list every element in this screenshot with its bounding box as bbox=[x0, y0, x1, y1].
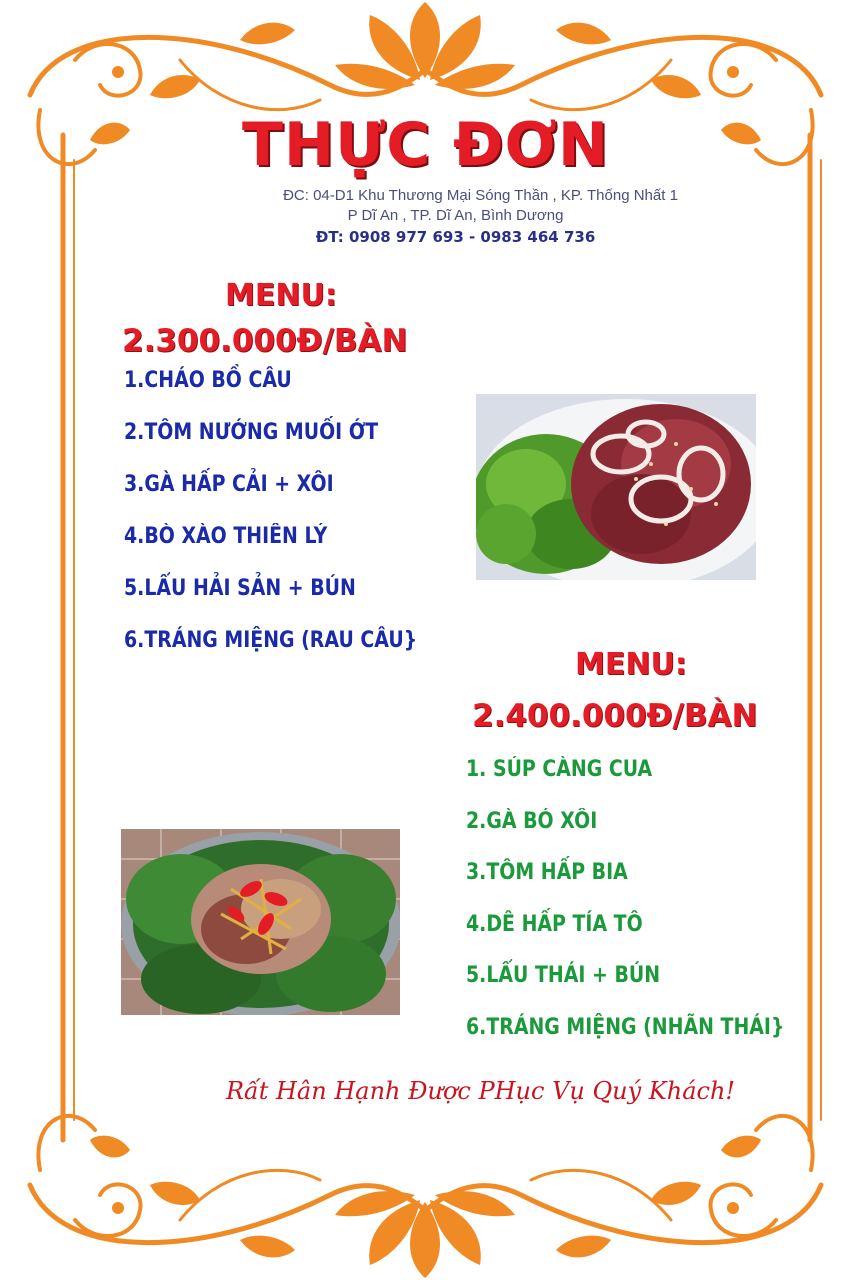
page-title: THỰC ĐƠN bbox=[241, 110, 610, 180]
list-item: 2.GÀ BÓ XÔI bbox=[466, 808, 598, 834]
list-item: 4.BÒ XÀO THIÊN LÝ bbox=[124, 524, 328, 549]
list-item: 5.LẨU HẢI SẢN + BÚN bbox=[124, 576, 356, 601]
footer-greeting: Rất Hân Hạnh Được PHục Vụ Quý Khách! bbox=[225, 1077, 736, 1105]
address-line-2: P Dĩ An , TP. Dĩ An, Bình Dương bbox=[347, 207, 564, 224]
list-item: 2.TÔM NƯỚNG MUỐI ỚT bbox=[124, 420, 379, 445]
menu1-price: 2.300.000Đ/BÀN bbox=[122, 323, 408, 359]
address-line-1: ĐC: 04-D1 Khu Thương Mại Sóng Thần , KP. Thống Nhất 1 bbox=[283, 187, 678, 204]
list-item: 5.LẨU THÁI + BÚN bbox=[466, 963, 661, 988]
list-item: 6.TRÁNG MIỆNG (RAU CÂU} bbox=[124, 628, 418, 653]
menu2-items bbox=[466, 757, 836, 1066]
dish-photo-goat-perilla bbox=[121, 829, 400, 1015]
list-item: 3.GÀ HẤP CẢI + XÔI bbox=[124, 472, 334, 497]
phone-numbers: ĐT: 0908 977 693 - 0983 464 736 bbox=[315, 228, 596, 246]
list-item: 3.TÔM HẤP BIA bbox=[466, 860, 628, 885]
menu1-items bbox=[124, 368, 465, 680]
list-item: 1. SÚP CÀNG CUA bbox=[466, 757, 653, 782]
menu2-price: 2.400.000Đ/BÀN bbox=[472, 698, 758, 734]
list-item: 6.TRÁNG MIỆNG (NHÃN THÁI} bbox=[466, 1014, 785, 1040]
menu2-heading: MENU: bbox=[575, 647, 687, 682]
menu1-heading: MENU: bbox=[225, 278, 337, 313]
list-item: 1.CHÁO BỒ CÂU bbox=[124, 368, 292, 393]
list-item: 4.DÊ HẤP TÍA TÔ bbox=[466, 911, 643, 937]
dish-photo-beef-greens bbox=[476, 394, 756, 580]
